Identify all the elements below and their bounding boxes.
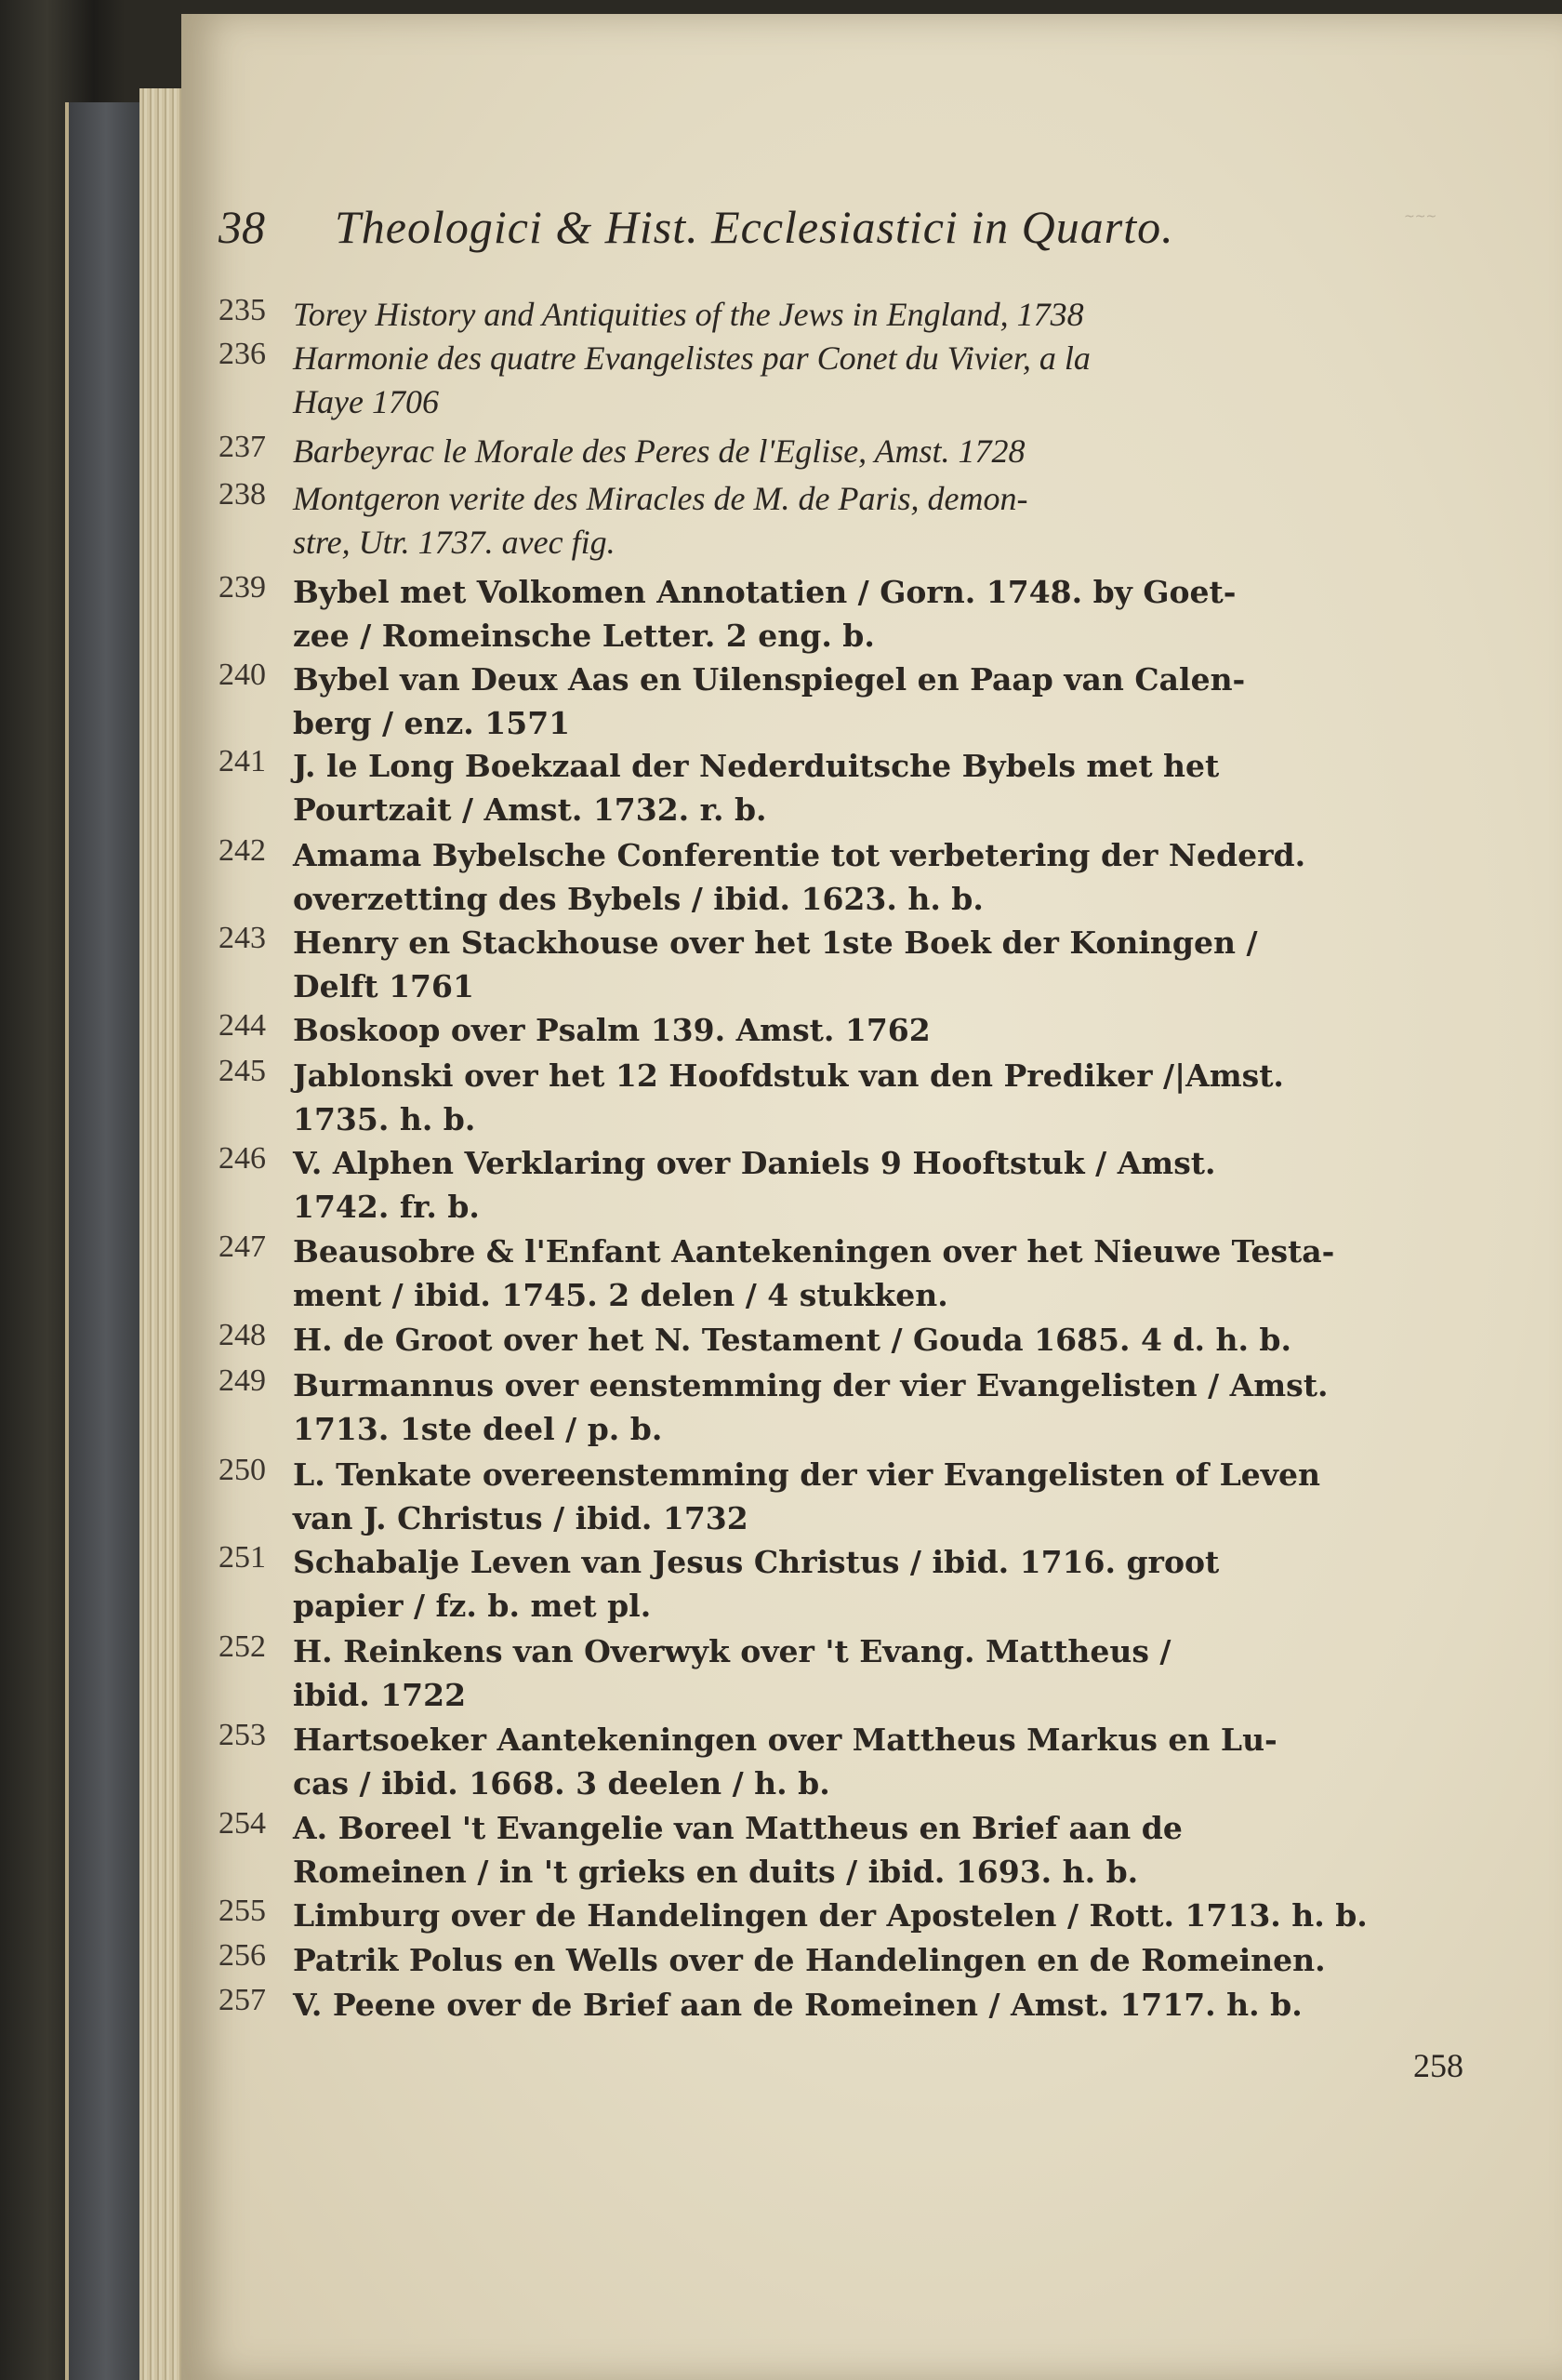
faint-stamp: ~~~: [1404, 209, 1437, 224]
entry-number: 244: [218, 1008, 266, 1043]
entry-text: Bybel van Deux Aas en Uilenspiegel en Paap van Calen- berg / enz. 1571: [293, 661, 1246, 741]
entry-number: 237: [218, 430, 266, 464]
entry-number: 253: [218, 1718, 266, 1752]
entry-text: Harmonie des quatre Evangelistes par Conet du Vivier, a la Haye 1706: [293, 339, 1091, 420]
entry-number: 245: [218, 1054, 266, 1088]
entry-number: 242: [218, 833, 266, 868]
entry-number: 256: [218, 1938, 266, 1973]
entry-number: 243: [218, 921, 266, 955]
catchword: 258: [1413, 2047, 1463, 2084]
entry-text: Amama Bybelsche Conferentie tot verbetering der Nederd. overzetting des Bybels / ibid. 1623. h. b.: [293, 837, 1306, 917]
entry-text: Beausobre & l'Enfant Aantekeningen over het Nieuwe Testa- ment / ibid. 1745. 2 delen / 4 stukken.: [293, 1233, 1335, 1313]
entry-number: 249: [218, 1363, 266, 1398]
running-header: [218, 200, 1483, 265]
entry-number: 250: [218, 1453, 266, 1487]
entry-text: Montgeron verite des Miracles de M. de Paris, demon- stre, Utr. 1737. avec fig.: [293, 480, 1028, 561]
entry-number: 238: [218, 477, 266, 512]
entry-number: 257: [218, 1983, 266, 2017]
entry-text: Limburg over de Handelingen der Apostelen / Rott. 1713. h. b.: [293, 1897, 1368, 1934]
entry-number: 239: [218, 570, 266, 605]
entry-number: 241: [218, 744, 266, 778]
entry-text: V. Alphen Verklaring over Daniels 9 Hooftstuk / Amst. 1742. fr. b.: [293, 1145, 1216, 1225]
entry-number: 235: [218, 293, 266, 327]
entry-text: Schabalje Leven van Jesus Christus / ibid. 1716. groot papier / fz. b. met pl.: [293, 1544, 1220, 1624]
entry-text: Jablonski over het 12 Hoofdstuk van den Prediker /|Amst. 1735. h. b.: [293, 1057, 1284, 1137]
entry-number: 255: [218, 1894, 266, 1928]
entry-text: Hartsoeker Aantekeningen over Mattheus Markus en Lu- cas / ibid. 1668. 3 deelen / h. b.: [293, 1722, 1277, 1802]
entry-text: Torey History and Antiquities of the Jews in England, 1738: [293, 296, 1084, 333]
entry-number: 247: [218, 1230, 266, 1264]
entry-text: J. le Long Boekzaal der Nederduitsche Bybels met het Pourtzait / Amst. 1732. r. b.: [293, 748, 1220, 828]
entry-number: 248: [218, 1318, 266, 1352]
entry-text: Henry en Stackhouse over het 1ste Boek der Koningen / Delft 1761: [293, 924, 1258, 1004]
entry-text: H. de Groot over het N. Testament / Gouda 1685. 4 d. h. b.: [293, 1322, 1291, 1358]
entry-number: 251: [218, 1540, 266, 1575]
entry-number: 240: [218, 658, 266, 692]
entry-text: Burmannus over eenstemming der vier Evangelisten / Amst. 1713. 1ste deel / p. b.: [293, 1367, 1329, 1447]
entry-number: 254: [218, 1806, 266, 1841]
entry-text: A. Boreel 't Evangelie van Mattheus en Brief aan de Romeinen / in 't grieks en duits / ibid. 1693. h. b.: [293, 1810, 1183, 1890]
entry-number: 252: [218, 1629, 266, 1664]
entry-text: Patrik Polus en Wells over de Handelingen en de Romeinen.: [293, 1942, 1326, 1978]
page-number: 38: [218, 201, 265, 253]
entry-number: 246: [218, 1141, 266, 1176]
running-title: Theologici & Hist. Ecclesiastici in Quarto.: [335, 201, 1174, 253]
entry-text: Barbeyrac le Morale des Peres de l'Eglise, Amst. 1728: [293, 432, 1026, 470]
entry-text: Bybel met Volkomen Annotatien / Gorn. 1748. by Goet- zee / Romeinsche Letter. 2 eng. b.: [293, 574, 1237, 654]
entry-text: L. Tenkate overeenstemming der vier Evangelisten of Leven van J. Christus / ibid. 1732: [293, 1456, 1320, 1536]
entry-text: H. Reinkens van Overwyk over 't Evang. Mattheus / ibid. 1722: [293, 1633, 1172, 1713]
entry-text: V. Peene over de Brief aan de Romeinen / Amst. 1717. h. b.: [293, 1987, 1303, 2023]
entry-number: 236: [218, 337, 266, 371]
entry-text: Boskoop over Psalm 139. Amst. 1762: [293, 1012, 931, 1048]
